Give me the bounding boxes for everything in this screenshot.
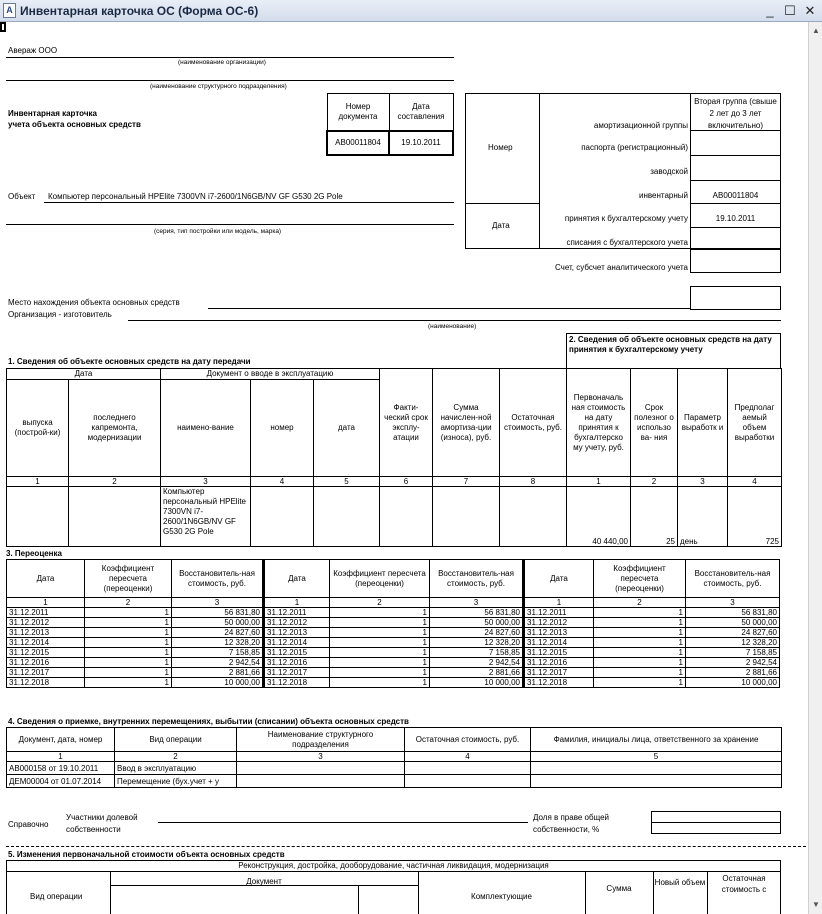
s1-num: 3 bbox=[161, 477, 251, 487]
s4-op: Ввод в эксплуатацию bbox=[115, 762, 237, 775]
s5-h-comp: Комплектующие bbox=[471, 892, 532, 901]
s3-coef: 1 bbox=[85, 608, 172, 618]
s4-table bbox=[6, 727, 782, 788]
s3-date: 31.12.2014 bbox=[524, 638, 594, 648]
object-value: Компьютер персональный HPElite 7300VN i7-2600/1N6GB/NV GF G530 2G Pole bbox=[48, 192, 343, 201]
s3-coef: 1 bbox=[594, 628, 686, 638]
s3-cost: 50 000,00 bbox=[430, 618, 524, 628]
org-caption: (наименование организации) bbox=[178, 59, 266, 66]
s3-coef: 1 bbox=[594, 608, 686, 618]
s3-date: 31.12.2012 bbox=[264, 618, 330, 628]
s4-title: 4. Сведения о приемке, внутренних перемещениях, выбытии (списании) объекта основных средств bbox=[8, 717, 409, 726]
s3-coef: 1 bbox=[85, 648, 172, 658]
s2-param: день bbox=[678, 487, 728, 547]
s1-num: 2 bbox=[69, 477, 161, 487]
number-label: Номер bbox=[488, 143, 513, 152]
s3-date: 31.12.2011 bbox=[524, 608, 594, 618]
s3-date: 31.12.2013 bbox=[264, 628, 330, 638]
s1-num: 4 bbox=[251, 477, 314, 487]
account-box bbox=[690, 249, 781, 273]
accept-value: 19.10.2011 bbox=[715, 214, 756, 223]
s3-num: 2 bbox=[85, 598, 172, 608]
s3-cost: 7 158,85 bbox=[430, 648, 524, 658]
s3-date: 31.12.2012 bbox=[524, 618, 594, 628]
s3-coef: 1 bbox=[594, 668, 686, 678]
s3-cost: 12 328,20 bbox=[430, 638, 524, 648]
s3-title: 3. Переоценка bbox=[6, 549, 62, 558]
s3-date: 31.12.2018 bbox=[524, 678, 594, 688]
s3-cost: 56 831,80 bbox=[172, 608, 264, 618]
maker-label: Организация - изготовитель bbox=[8, 310, 112, 319]
s3-num: 1 bbox=[524, 598, 594, 608]
s5-h-rest: Остаточная стоимость с bbox=[721, 874, 767, 894]
s3-date: 31.12.2016 bbox=[524, 658, 594, 668]
s3-date: 31.12.2014 bbox=[7, 638, 85, 648]
s3-date: 31.12.2011 bbox=[264, 608, 330, 618]
doc-date: 19.10.2011 bbox=[389, 131, 453, 155]
s3-cost: 56 831,80 bbox=[430, 608, 524, 618]
s3-cost: 24 827,60 bbox=[430, 628, 524, 638]
s1-h5: дата bbox=[314, 380, 380, 477]
s2-num: 3 bbox=[678, 477, 728, 487]
s3-cost: 50 000,00 bbox=[172, 618, 264, 628]
writeoff-label: списания с бухгалтерского учета bbox=[566, 238, 688, 247]
s3-num: 1 bbox=[7, 598, 85, 608]
s1-h1: выпуска (построй-ки) bbox=[7, 380, 69, 477]
s2-num: 4 bbox=[728, 477, 782, 487]
s1-h3: наимено-вание bbox=[161, 380, 251, 477]
minimize-icon[interactable]: _ bbox=[766, 3, 774, 18]
inventory-value: АВ00011804 bbox=[712, 191, 759, 200]
doc-number-header: Номер документа bbox=[327, 94, 389, 131]
s1-num: 8 bbox=[500, 477, 567, 487]
s1-table bbox=[6, 368, 782, 547]
s3-coef: 1 bbox=[594, 658, 686, 668]
s3-num: 2 bbox=[330, 598, 430, 608]
ref-label: Справочно bbox=[8, 820, 49, 829]
s4-h3: Наименование структурного подразделения bbox=[237, 728, 405, 752]
s5-h-sum: Сумма bbox=[606, 884, 632, 893]
s4-h4: Остаточная стоимость, руб. bbox=[405, 728, 531, 752]
accept-label: принятия к бухгалтерскому учету bbox=[564, 214, 688, 223]
s3-cost: 10 000,00 bbox=[172, 678, 264, 688]
s3-cost: 12 328,20 bbox=[172, 638, 264, 648]
s2-h3: Параметр выработк и bbox=[678, 369, 728, 477]
s2-useful-life: 25 bbox=[631, 487, 678, 547]
s3-coef: 1 bbox=[330, 608, 430, 618]
s4-num: 4 bbox=[405, 752, 531, 762]
s3-cost: 56 831,80 bbox=[686, 608, 780, 618]
s3-coef: 1 bbox=[330, 618, 430, 628]
s3-cost: 7 158,85 bbox=[172, 648, 264, 658]
s3-date: 31.12.2017 bbox=[264, 668, 330, 678]
s4-op: Перемещение (бух.учет + у bbox=[115, 775, 237, 788]
s3-h-coef: Коэффициент пересчета (переоценки) bbox=[85, 560, 172, 598]
s3-h-date: Дата bbox=[7, 560, 85, 598]
location-label: Место нахождения объекта основных средств bbox=[8, 298, 180, 307]
s3-coef: 1 bbox=[85, 618, 172, 628]
s1-object-name: Компьютер персональный HPElite 7300VN i7-2600/1N6GB/NV GF G530 2G Pole bbox=[161, 487, 251, 547]
s1-num: 1 bbox=[7, 477, 69, 487]
s3-h-date: Дата bbox=[524, 560, 594, 598]
s3-date: 31.12.2016 bbox=[264, 658, 330, 668]
s3-cost: 2 942,54 bbox=[430, 658, 524, 668]
s3-cost: 7 158,85 bbox=[686, 648, 780, 658]
s1-num: 7 bbox=[433, 477, 500, 487]
s2-volume: 725 bbox=[728, 487, 782, 547]
s3-date: 31.12.2014 bbox=[264, 638, 330, 648]
s3-date: 31.12.2016 bbox=[7, 658, 85, 668]
s3-h-cost: Восстановитель-ная стоимость, руб. bbox=[430, 560, 524, 598]
s5-h-doc: Документ bbox=[246, 877, 282, 886]
s3-coef: 1 bbox=[85, 668, 172, 678]
ref-participants: Участники долевой собственности bbox=[66, 813, 138, 834]
s2-num: 1 bbox=[567, 477, 631, 487]
s3-coef: 1 bbox=[85, 628, 172, 638]
s1-h4: номер bbox=[251, 380, 314, 477]
s4-num: 5 bbox=[531, 752, 782, 762]
date-label: Дата bbox=[492, 221, 510, 230]
location-box bbox=[690, 286, 781, 310]
s3-h-coef: Коэффициент пересчета (переоценки) bbox=[594, 560, 686, 598]
s3-num: 3 bbox=[686, 598, 780, 608]
s3-num: 3 bbox=[430, 598, 524, 608]
group-header: Вторая группа (свыше 2 лет до 3 лет включительно) bbox=[694, 97, 777, 130]
s3-date: 31.12.2013 bbox=[7, 628, 85, 638]
s3-h-cost: Восстановитель-ная стоимость, руб. bbox=[686, 560, 780, 598]
s4-doc: АВ000158 от 19.10.2011 bbox=[7, 762, 115, 775]
org-name: Авераж ООО bbox=[8, 46, 58, 55]
s3-coef: 1 bbox=[594, 678, 686, 688]
s3-table bbox=[6, 559, 780, 688]
scroll-down-icon[interactable]: ▼ bbox=[812, 900, 820, 909]
passport-label: паспорта (регистрационный) bbox=[581, 143, 688, 152]
s3-date: 31.12.2018 bbox=[7, 678, 85, 688]
s3-coef: 1 bbox=[594, 638, 686, 648]
s3-cost: 24 827,60 bbox=[686, 628, 780, 638]
s5-h-new: Новый объем bbox=[654, 878, 706, 887]
s4-num: 2 bbox=[115, 752, 237, 762]
s1-h2: последнего капремонта, модернизации bbox=[69, 380, 161, 477]
s1-num: 5 bbox=[314, 477, 380, 487]
s3-h-coef: Коэффициент пересчета (переоценки) bbox=[330, 560, 430, 598]
s3-cost: 2 942,54 bbox=[172, 658, 264, 668]
s1-h6: Факти-ческий срок эксплу-атации bbox=[380, 369, 433, 477]
s4-doc: ДЕМ00004 от 01.07.2014 bbox=[7, 775, 115, 788]
s2-num: 2 bbox=[631, 477, 678, 487]
s1-num: 6 bbox=[380, 477, 433, 487]
s3-date: 31.12.2017 bbox=[7, 668, 85, 678]
s3-cost: 2 881,66 bbox=[686, 668, 780, 678]
s2-title-box bbox=[566, 333, 781, 369]
s2-initial-cost: 40 440,00 bbox=[567, 487, 631, 547]
card-title-1: Инвентарная карточка bbox=[8, 109, 97, 118]
s2-title: 2. Сведения об объекте основных средств на дату принятия к бухгалтерскому учету bbox=[569, 335, 772, 354]
division-caption: (наименование структурного подразделения) bbox=[150, 83, 287, 90]
s3-coef: 1 bbox=[85, 678, 172, 688]
s1-doc-group: Документ о вводе в эксплуатацию bbox=[161, 369, 380, 380]
s3-coef: 1 bbox=[330, 628, 430, 638]
s1-h7: Сумма начислен-ной амортиза-ции (износа), руб. bbox=[433, 369, 500, 477]
close-icon[interactable]: ✕ bbox=[804, 3, 816, 18]
inventory-label: инвентарный bbox=[638, 191, 688, 200]
maker-caption: (наименование) bbox=[428, 323, 477, 330]
s1-h8: Остаточная стоимость, руб. bbox=[500, 369, 567, 477]
s5-title: 5. Изменения первоначальной стоимости объекта основных средств bbox=[8, 850, 285, 859]
s2-h1: Первоначаль ная стоимость на дату принятия к бухгалтерско му учету, руб. bbox=[567, 369, 631, 477]
s5-group: Реконструкция, достройка, дооборудование, частичная ликвидация, модернизация bbox=[238, 861, 549, 870]
s2-h2: Срок полезног о использо ва- ния bbox=[631, 369, 678, 477]
s4-h5: Фамилия, инициалы лица, ответственного за хранение bbox=[531, 728, 782, 752]
account-label: Счет, субсчет аналитического учета bbox=[554, 263, 688, 272]
s3-num: 3 bbox=[172, 598, 264, 608]
doc-number: АВ00011804 bbox=[327, 131, 389, 155]
s3-coef: 1 bbox=[594, 648, 686, 658]
cursor-mark bbox=[0, 22, 6, 32]
object-label: Объект bbox=[8, 192, 36, 201]
amort-group-label: амортизационной группы bbox=[593, 121, 688, 130]
s3-h-cost: Восстановитель-ная стоимость, руб. bbox=[172, 560, 264, 598]
s3-cost: 2 881,66 bbox=[430, 668, 524, 678]
s3-num: 2 bbox=[594, 598, 686, 608]
s3-cost: 10 000,00 bbox=[686, 678, 780, 688]
s3-date: 31.12.2015 bbox=[524, 648, 594, 658]
scroll-up-icon[interactable]: ▲ bbox=[812, 26, 820, 35]
window-title: Инвентарная карточка ОС (Форма ОС-6) bbox=[20, 4, 259, 18]
s3-date: 31.12.2015 bbox=[7, 648, 85, 658]
s3-date: 31.12.2015 bbox=[264, 648, 330, 658]
object-caption: (серия, тип постройки или модель, марка) bbox=[154, 228, 282, 235]
factory-label: заводской bbox=[650, 167, 688, 176]
s1-date-group: Дата bbox=[7, 369, 161, 380]
s4-h1: Документ, дата, номер bbox=[7, 728, 115, 752]
maximize-icon[interactable]: ☐ bbox=[784, 3, 796, 18]
ref-share: Доля в праве общей собственности, % bbox=[533, 813, 609, 834]
s4-h2: Вид операции bbox=[115, 728, 237, 752]
s3-cost: 12 328,20 bbox=[686, 638, 780, 648]
s3-coef: 1 bbox=[330, 638, 430, 648]
s3-cost: 24 827,60 bbox=[172, 628, 264, 638]
s3-date: 31.12.2012 bbox=[7, 618, 85, 628]
s3-num: 1 bbox=[264, 598, 330, 608]
s3-cost: 50 000,00 bbox=[686, 618, 780, 628]
s3-date: 31.12.2017 bbox=[524, 668, 594, 678]
s3-coef: 1 bbox=[330, 678, 430, 688]
s3-coef: 1 bbox=[330, 668, 430, 678]
card-title-2: учета объекта основных средств bbox=[8, 120, 141, 129]
s3-coef: 1 bbox=[330, 648, 430, 658]
s3-coef: 1 bbox=[85, 658, 172, 668]
s4-num: 1 bbox=[7, 752, 115, 762]
s5-h-op: Вид операции bbox=[30, 892, 83, 901]
s3-coef: 1 bbox=[85, 638, 172, 648]
app-icon: А bbox=[3, 3, 16, 18]
share-box-2 bbox=[651, 822, 781, 834]
doc-date-header: Дата составления bbox=[389, 94, 453, 131]
doc-box bbox=[326, 93, 454, 156]
s3-cost: 2 942,54 bbox=[686, 658, 780, 668]
s3-date: 31.12.2013 bbox=[524, 628, 594, 638]
s4-num: 3 bbox=[237, 752, 405, 762]
s3-cost: 10 000,00 bbox=[430, 678, 524, 688]
s3-coef: 1 bbox=[594, 618, 686, 628]
s3-h-date: Дата bbox=[264, 560, 330, 598]
s3-cost: 2 881,66 bbox=[172, 668, 264, 678]
s1-title: 1. Сведения об объекте основных средств на дату передачи bbox=[8, 357, 251, 366]
s3-coef: 1 bbox=[330, 658, 430, 668]
vertical-scrollbar[interactable] bbox=[808, 22, 822, 914]
s3-date: 31.12.2011 bbox=[7, 608, 85, 618]
title-bar bbox=[0, 0, 822, 22]
s2-h4: Предполаг аемый объем выработки bbox=[728, 369, 782, 477]
s3-date: 31.12.2018 bbox=[264, 678, 330, 688]
